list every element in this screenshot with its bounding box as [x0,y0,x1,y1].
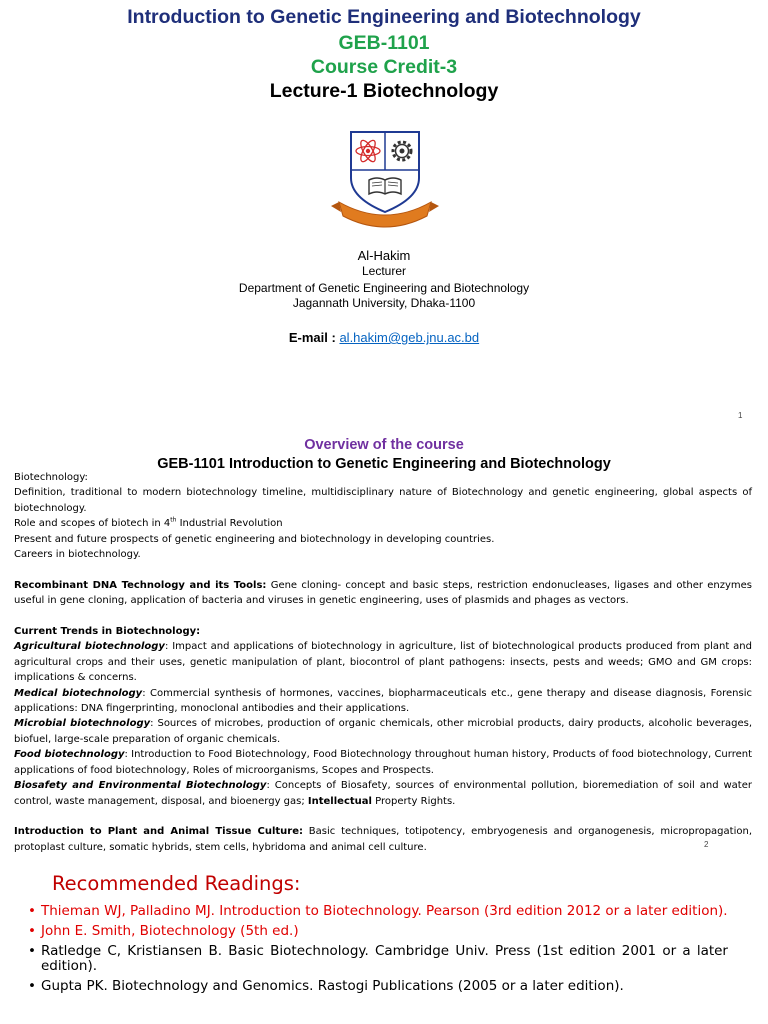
email-row [0,330,768,345]
author-department: Department of Genetic Engineering and Biotechnology [238,281,530,295]
book-icon [369,178,401,194]
bullet-icon: • [28,923,36,939]
rdna-section: Recombinant DNA Technology and its Tools: Gene cloning- concept and basic steps, restriction endonucleases, ligases and other enzymes useful in gene cloning, application of bacteria and viruses in genetic engineering, uses of plasmids and phages as vectors. [14,579,752,607]
biotech-prospects: Present and future prospects of genetic engineering and biotechnology in developing countries. [14,533,495,545]
agri-biotech: Agricultural biotechnology: Impact and applications of biotechnology in agriculture, list of biotechnological products produced from plant and agricultural crops and their uses, genetic manipulation of plant, biocontrol of plant pathogens: insects, pests and weeds; GMO and GM crops: implications & concerns. [14,641,752,684]
tissue-culture: Introduction to Plant and Animal Tissue Culture: Basic techniques, totipotency, embryogenesis and organogenesis, micropropagation, protoplast culture, somatic hybrids, stem cells, hybridoma and animal cell culture. [14,826,752,853]
course-credit: Course Credit-3 [310,56,458,78]
overview-title: Overview of the course [304,437,464,453]
biosafety-biotech: Biosafety and Environmental Biotechnology: Concepts of Biosafety, sources of environmental pollution, bioremediation of soil and water control, waste management, disposal, and bioenergy gas; Intellectual Property Rights. [14,780,752,807]
food-biotech: Food biotechnology: Introduction to Food Biotechnology, Food Biotechnology throughout human history, Products of food biotechnology, Current applications of food biotechnology, Roles of microorganisms, Scopes and Prospects. [14,749,753,776]
biotech-heading: Biotechnology: [14,472,88,483]
medical-biotech: Medical biotechnology: Commercial synthesis of hormones, vaccines, biopharmaceuticals etc., gene therapy and disease diagnosis, Forensic applications: DNA fingerprinting, monoclonal antibodies and their applications. [14,687,753,715]
biotech-careers: Careers in biotechnology. [14,549,141,561]
reference-list [28,904,728,999]
university-logo [329,128,441,228]
biotech-definition: Definition, traditional to modern biotechnology timeline, multidisciplinary nature of Biotechnology and genetic engineering, global aspects of biotechnology. [14,487,752,514]
author-university: Jagannath University, Dhaka-1100 [292,296,476,310]
email-link[interactable]: al.hakim@geb.jnu.ac.bd [339,330,480,345]
bullet-icon: • [28,943,36,959]
course-outline [14,470,752,855]
recommended-readings-title: Recommended Readings: [52,872,301,895]
reference-item: • John E. Smith, Biotechnology (5th ed.) [28,923,299,939]
reference-item: • Thieman WJ, Palladino MJ. Introduction to Biotechnology. Pearson (3rd edition 2012 or a later edition). [28,903,728,919]
microbial-biotech: Microbial biotechnology: Sources of microbes, production of organic chemicals, other microbial products, dairy products, alcoholic beverages, biofuel, large-scale preparation of organic chemicals. [14,718,752,745]
author-role: Lecturer [361,264,407,278]
lecture-title: Lecture-1 Biotechnology [269,80,499,102]
email-label: E-mail : [288,330,336,345]
bullet-icon: • [28,903,36,919]
trends-heading: Current Trends in Biotechnology: [14,626,201,638]
reference-item: • Gupta PK. Biotechnology and Genomics. Rastogi Publications (2005 or a later edition). [28,978,624,994]
page-number: 1 [738,411,743,420]
bullet-icon: • [28,978,36,994]
overview-subtitle: GEB-1101 Introduction to Genetic Engineering and Biotechnology [157,456,611,472]
course-code: GEB-1101 [338,32,430,54]
author-name: Al-Hakim [357,248,411,263]
page-number: 2 [704,840,709,849]
reference-item: • Ratledge C, Kristiansen B. Basic Biotechnology. Cambridge Univ. Press (1st edition 2001 or a later edition). [28,943,728,974]
course-title: Introduction to Genetic Engineering and Biotechnology [127,6,641,28]
biotech-role: Role and scopes of biotech in 4th Industrial Revolution [14,516,283,530]
